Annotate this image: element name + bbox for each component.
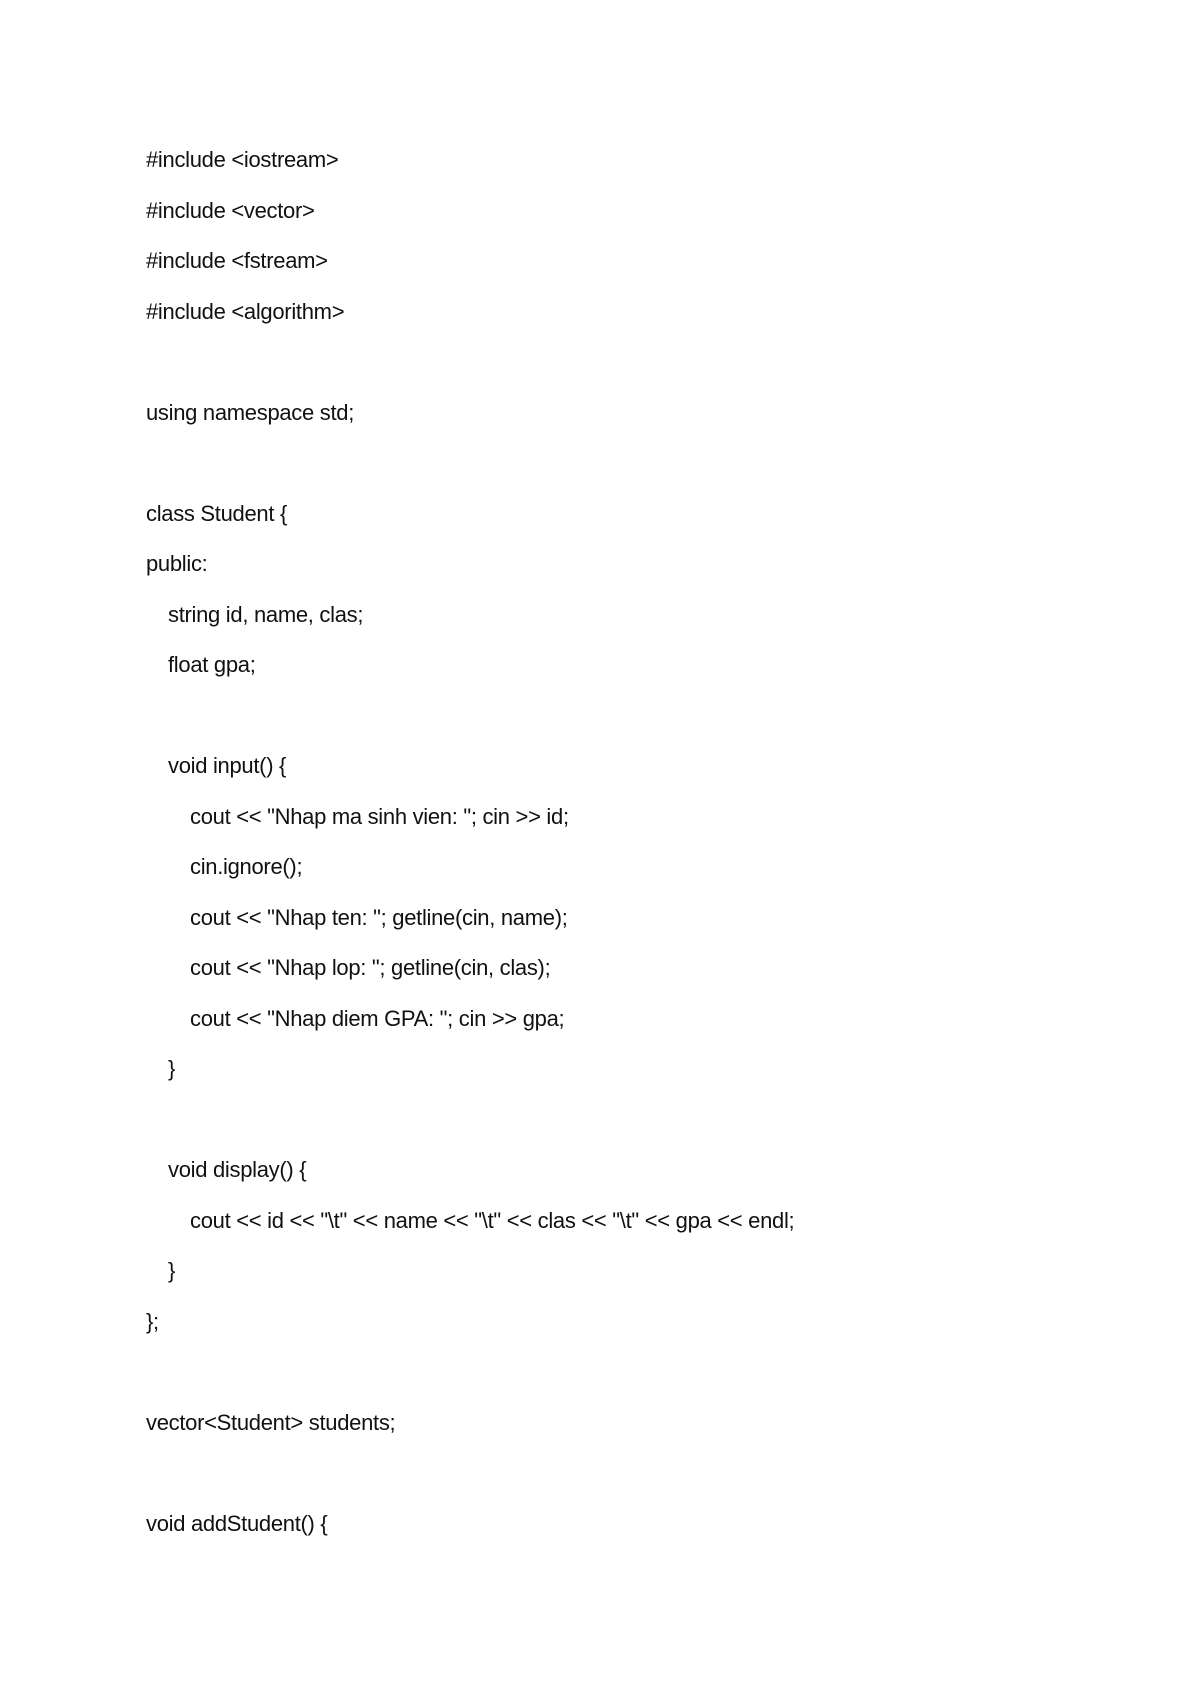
blank-line xyxy=(146,701,1106,752)
code-line: cout << "Nhap ten: "; getline(cin, name); xyxy=(190,904,568,930)
code-line: vector<Student> students; xyxy=(146,1409,396,1435)
blank-line xyxy=(146,347,1106,398)
code-line: string id, name, clas; xyxy=(168,601,364,627)
code-line: using namespace std; xyxy=(146,399,355,425)
code-line: }; xyxy=(146,1308,159,1334)
code-line: cout << id << "\t" << name << "\t" << clas << "\t" << gpa << endl; xyxy=(190,1207,795,1233)
code-line: void addStudent() { xyxy=(146,1510,328,1536)
blank-line xyxy=(146,1458,1106,1509)
code-line: #include <vector> xyxy=(146,197,315,223)
code-line: void display() { xyxy=(168,1157,307,1182)
blank-line xyxy=(146,1357,1106,1408)
code-line: } xyxy=(168,1056,176,1081)
blank-line xyxy=(146,1105,1106,1156)
code-line: cout << "Nhap ma sinh vien: "; cin >> id; xyxy=(190,803,569,829)
code-listing xyxy=(146,145,1106,1559)
code-line: public: xyxy=(146,551,208,576)
code-line: float gpa; xyxy=(168,652,256,677)
code-line: class Student { xyxy=(146,500,288,526)
code-line: void input() { xyxy=(168,753,287,778)
code-line: #include <fstream> xyxy=(146,248,328,273)
code-line: cin.ignore(); xyxy=(190,854,303,879)
code-line: #include <algorithm> xyxy=(146,298,345,324)
code-line: cout << "Nhap diem GPA: "; cin >> gpa; xyxy=(190,1005,565,1031)
code-line: cout << "Nhap lop: "; getline(cin, clas); xyxy=(190,955,551,980)
code-line: #include <iostream> xyxy=(146,147,339,172)
blank-line xyxy=(146,448,1106,499)
code-line: } xyxy=(168,1258,176,1283)
